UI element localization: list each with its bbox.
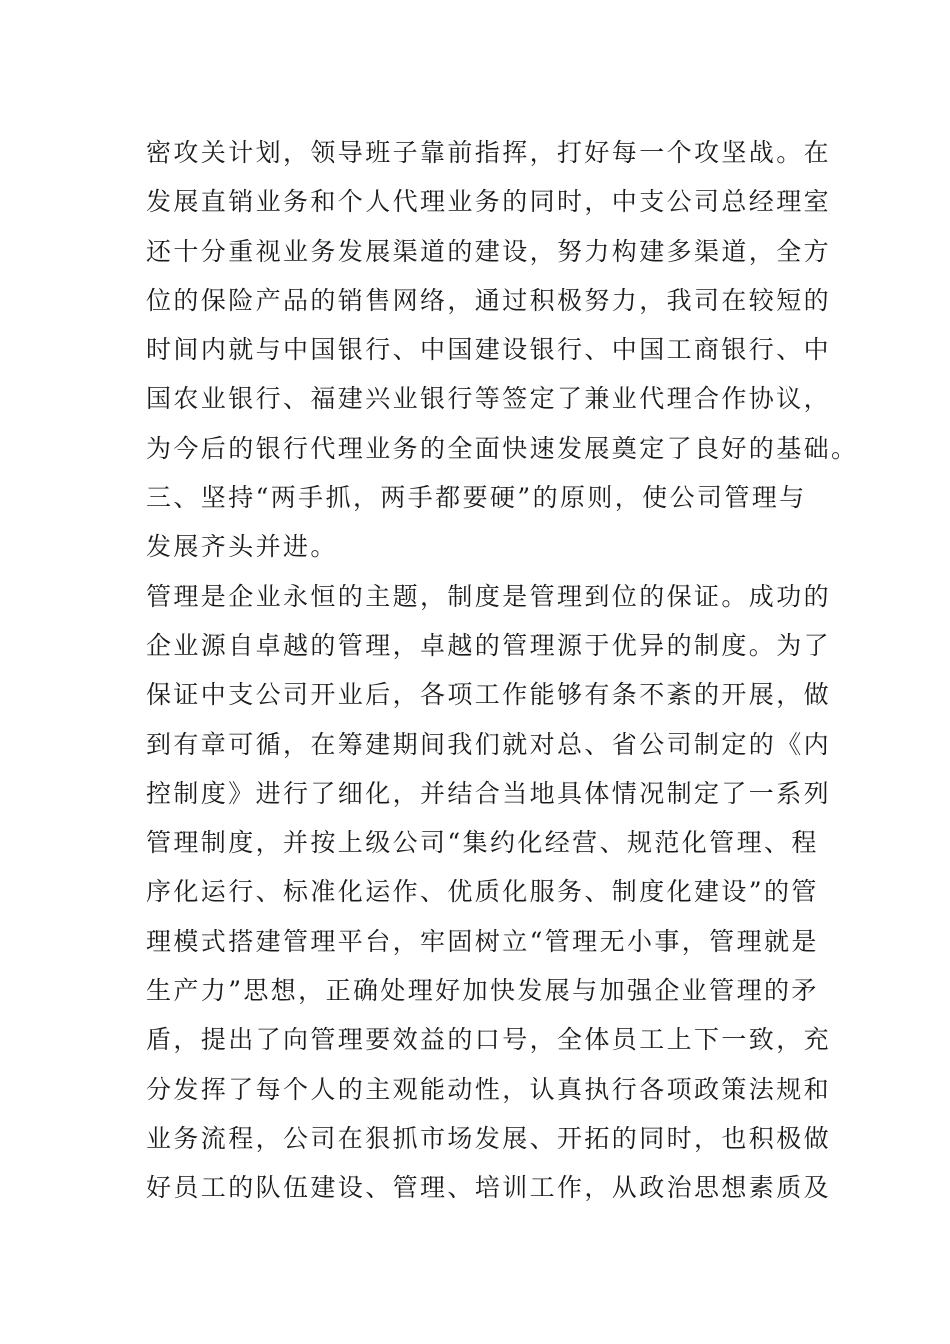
text-line: 生产力”思想，正确处理好加快发展与加强企业管理的矛 xyxy=(146,976,819,1006)
text-line: 控制度》进行了细化，并结合当地具体情况制定了一系列 xyxy=(146,778,832,808)
text-line: 位的保险产品的销售网络，通过积极努力，我司在较短的 xyxy=(146,285,832,315)
text-line: 密攻关计划，领导班子靠前指挥，打好每一个攻坚战。在 xyxy=(146,138,832,167)
text-line: 业务流程，公司在狠抓市场发展、开拓的同时，也积极做 xyxy=(146,1123,832,1153)
text-line: 好员工的队伍建设、管理、培训工作，从政治思想素质及 xyxy=(146,1173,832,1203)
text-line: 发展直销业务和个人代理业务的同时，中支公司总经理室 xyxy=(146,187,832,217)
text-line: 还十分重视业务发展渠道的建设，努力构建多渠道，全方 xyxy=(146,236,832,266)
text-line: 管理制度，并按上级公司“集约化经营、规范化管理、程 xyxy=(146,828,819,858)
text-line: 理模式搭建管理平台，牢固树立“管理无小事，管理就是 xyxy=(146,926,819,956)
text-line: 分发挥了每个人的主观能动性，认真执行各项政策法规和 xyxy=(146,1074,832,1104)
section-heading-line: 三、坚持“两手抓，两手都要硬”的原则，使公司管理与 xyxy=(146,483,807,513)
text-line: 国农业银行、福建兴业银行等签定了兼业代理合作协议， xyxy=(146,384,832,414)
text-line: 保证中支公司开业后，各项工作能够有条不紊的开展，做 xyxy=(146,680,832,710)
text-line: 盾，提出了向管理要效益的口号，全体员工上下一致，充 xyxy=(146,1025,832,1055)
text-line: 企业源自卓越的管理，卓越的管理源于优异的制度。为了 xyxy=(146,630,832,660)
text-line: 序化运行、标准化运作、优质化服务、制度化建设”的管 xyxy=(146,877,819,907)
section-heading-line: 发展齐头并进。 xyxy=(146,532,338,562)
text-line: 管理是企业永恒的主题，制度是管理到位的保证。成功的 xyxy=(146,581,832,611)
text-line: 到有章可循，在筹建期间我们就对总、省公司制定的《内 xyxy=(146,729,832,759)
text-line: 时间内就与中国银行、中国建设银行、中国工商银行、中 xyxy=(146,335,832,365)
text-line: 为今后的银行代理业务的全面快速发展奠定了良好的基础。 xyxy=(146,433,859,463)
document-body xyxy=(146,128,859,1213)
